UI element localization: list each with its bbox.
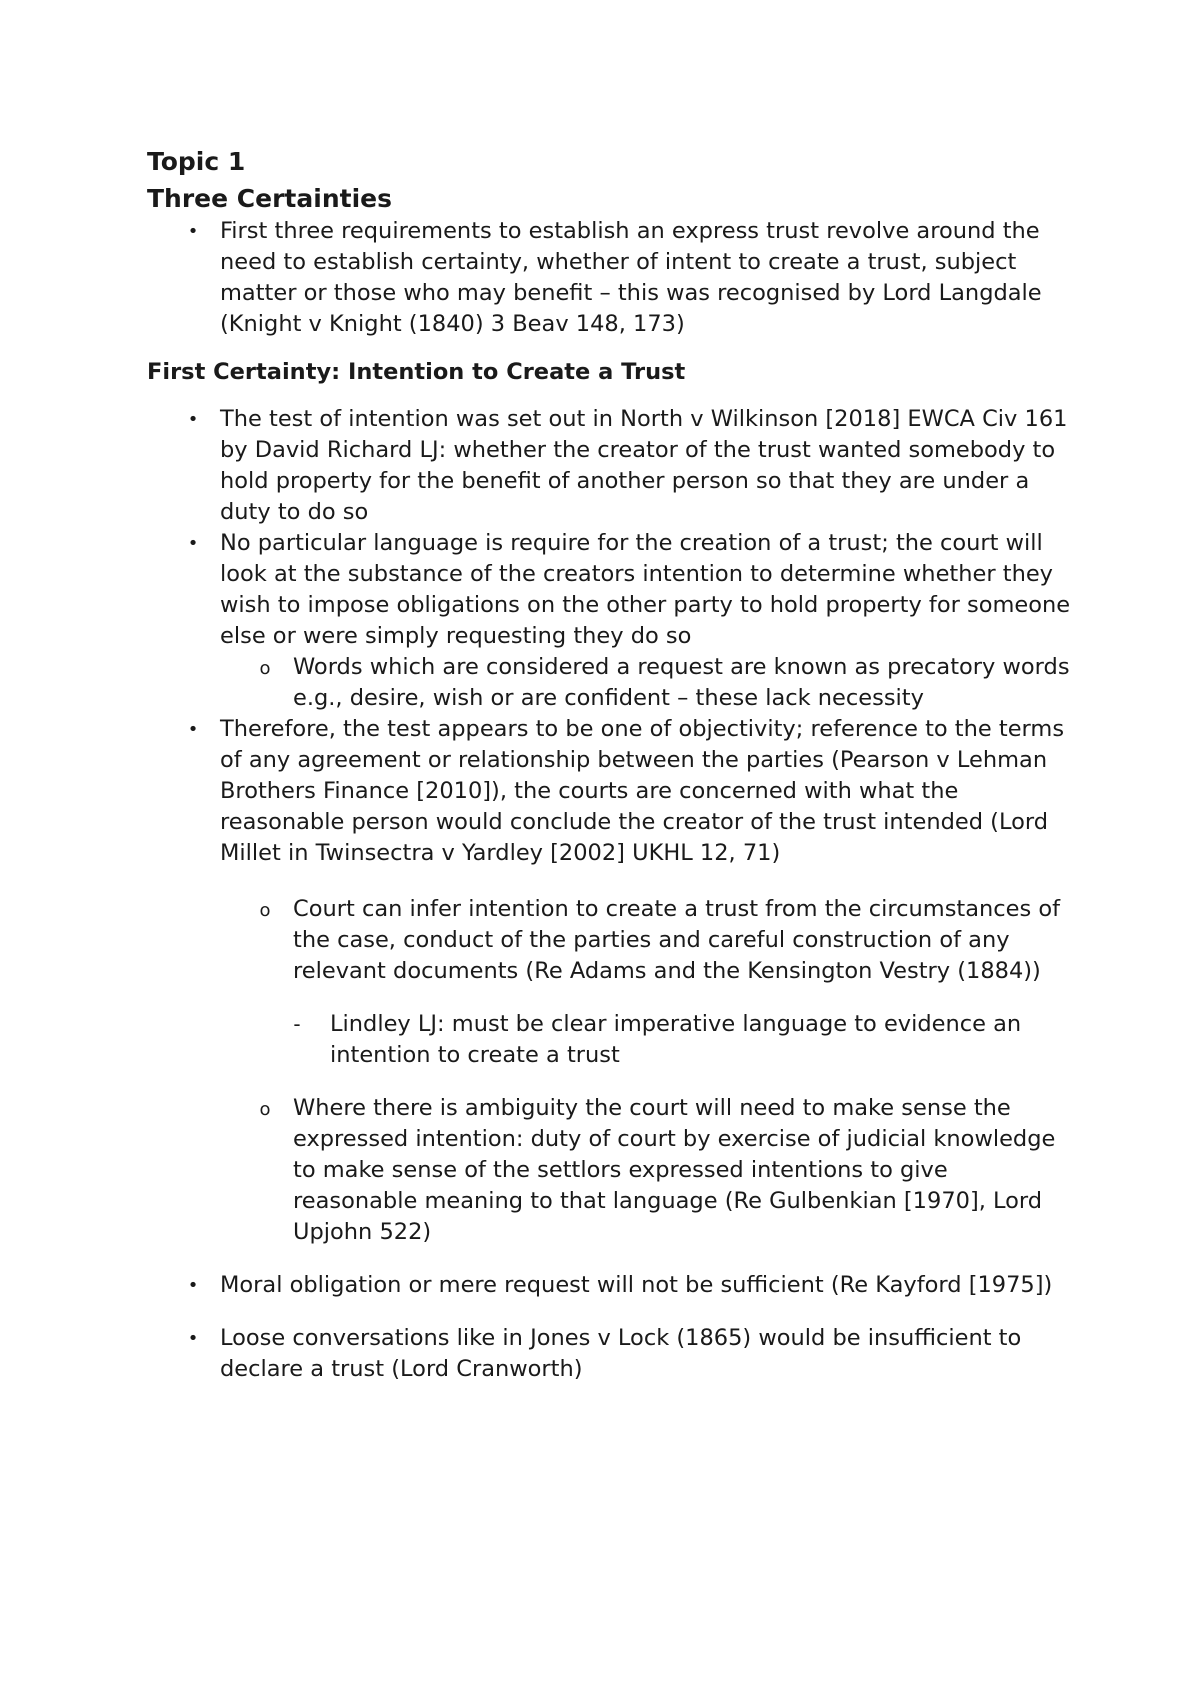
dash-list-item-text: Lindley LJ: must be clear imperative language to evidence an intention to create a trust xyxy=(330,1011,1022,1068)
document-body xyxy=(147,146,1077,1385)
sub-list-item-text: Where there is ambiguity the court will need to make sense the expressed intention: duty of court by exercise of judicial knowledge to make sense of the settlors expressed intentions to give reasonable meaning to that language (Re Gulbenkian [1970], Lord Upjohn 522) xyxy=(293,1095,1056,1245)
section-heading: First Certainty: Intention to Create a Trust xyxy=(147,359,686,385)
list-item xyxy=(147,528,1077,652)
sub-list-item xyxy=(147,894,1077,987)
list-item-text: Therefore, the test appears to be one of objectivity; reference to the terms of any agreement or relationship between the parties (Pearson v Lehman Brothers Finance [2010]), the courts are concerned with what the reasonable person would conclude the creator of the trust intended (Lord Millet in Twinsectra v Yardley [2002] UKHL 12, 71) xyxy=(220,716,1065,866)
intention-list xyxy=(147,404,1077,1385)
list-item-text: Moral obligation or mere request will not be sufficient (Re Kayford [1975]) xyxy=(220,1272,1053,1298)
bullet-marker: • xyxy=(187,409,199,430)
circle-marker: o xyxy=(259,1099,271,1120)
list-item xyxy=(147,216,1077,340)
list-item-text: First three requirements to establish an express trust revolve around the need to establish certainty, whether of intent to create a trust, subject matter or those who may benefit – this was recognised by Lord Langdale (Knight v Knight (1840) 3 Beav 148, 173) xyxy=(220,218,1042,337)
circle-marker: o xyxy=(259,658,271,679)
sub-list-item xyxy=(147,1093,1077,1248)
bullet-marker: • xyxy=(187,221,199,242)
sub-list-item-text: Words which are considered a request are known as precatory words e.g., desire, wish or are confident – these lack necessity xyxy=(293,654,1070,711)
list-item xyxy=(147,1323,1077,1385)
bullet-marker: • xyxy=(187,1328,199,1349)
sub-list-item-text: Court can infer intention to create a trust from the circumstances of the case, conduct of the parties and careful construction of any relevant documents (Re Adams and the Kensington Vestry (1884)) xyxy=(293,896,1061,984)
list-item-text: Loose conversations like in Jones v Lock (1865) would be insufficient to declare a trust (Lord Cranworth) xyxy=(220,1325,1022,1382)
circle-marker: o xyxy=(259,900,271,921)
list-item xyxy=(147,714,1077,869)
main-heading: Three Certainties xyxy=(147,184,392,213)
list-item-text: No particular language is require for the creation of a trust; the court will look at the substance of the creators intention to determine whether they wish to impose obligations on the other party to hold property for someone else or were simply requesting they do so xyxy=(220,530,1071,649)
list-item-text: The test of intention was set out in North v Wilkinson [2018] EWCA Civ 161 by David Richard LJ: whether the creator of the trust wanted somebody to hold property for the benefit of another person so that they are under a duty to do so xyxy=(220,406,1068,525)
list-item xyxy=(147,1270,1077,1301)
dash-marker: - xyxy=(293,1012,301,1036)
topic-title: Topic 1 xyxy=(147,147,246,176)
sub-list-item xyxy=(147,652,1077,714)
dash-list-item xyxy=(147,1009,1077,1071)
bullet-marker: • xyxy=(187,1275,199,1296)
bullet-marker: • xyxy=(187,533,199,554)
list-item xyxy=(147,404,1077,528)
bullet-marker: • xyxy=(187,719,199,740)
intro-list xyxy=(147,216,1077,340)
